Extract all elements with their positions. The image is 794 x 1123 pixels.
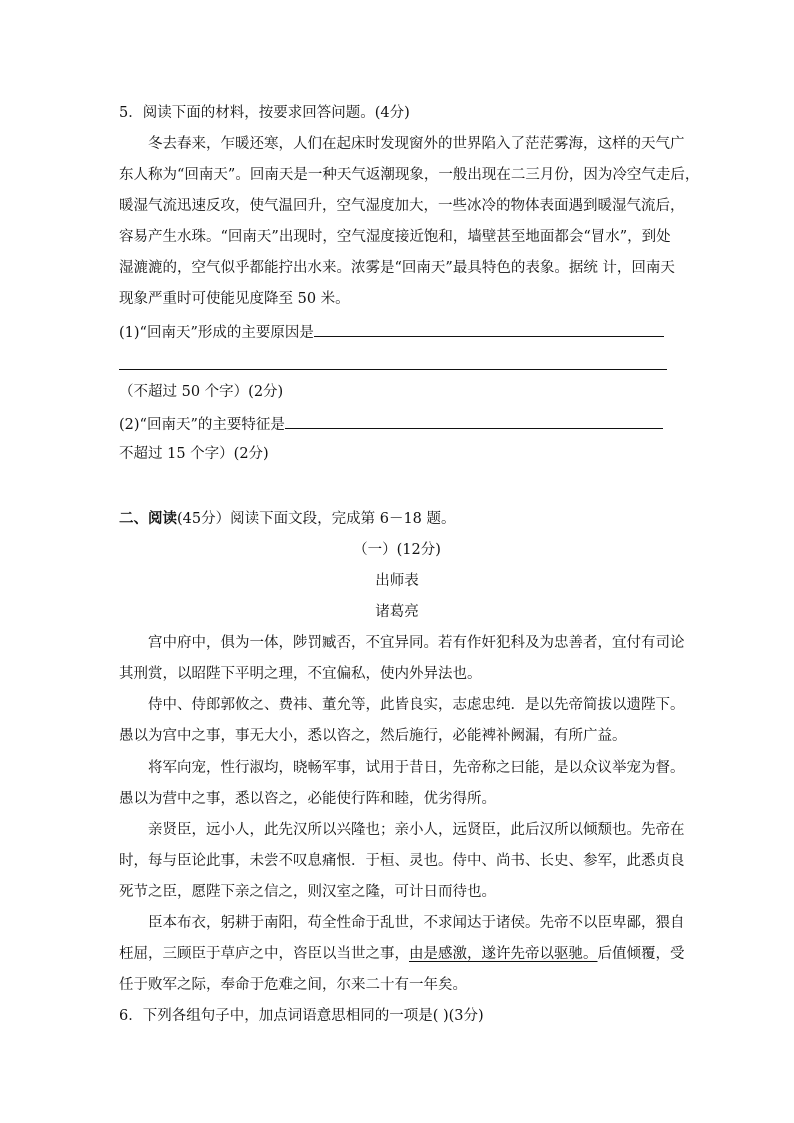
- sub-question-2-label: (2)“回南天”的主要特征是: [119, 417, 285, 433]
- text-title: 出师表: [375, 573, 419, 589]
- passage-line: 容易产生水珠。“回南天”出现时，空气湿度接近饱和，墙壁甚至地面都会“冒水”，到处: [119, 229, 671, 245]
- paragraph-line: 死节之臣，愿陛下亲之信之，则汉室之隆，可计日而待也。: [119, 884, 496, 900]
- text-author: 诸葛亮: [375, 604, 419, 620]
- sub-question-2: [119, 414, 663, 434]
- paragraph-line: 亲贤臣，远小人，此先汉所以兴隆也；亲小人，远贤臣，此后汉所以倾颓也。先帝在: [148, 822, 685, 838]
- paragraph-line: 时，每与臣论此事，未尝不叹息痛恨．于桓、灵也。侍中、尚书、长史、参军，此悉贞良: [119, 853, 685, 869]
- paragraph-line: 侍中、侍郎郭攸之、费祎、董允等，此皆良实，志虑忠纯．是以先帝简拔以遗陛下。: [148, 697, 685, 713]
- passage-line: 湿漉漉的，空气似乎都能拧出水来。浓雾是“回南天”最具特色的表象。据统 计，回南天: [119, 260, 675, 276]
- paragraph-line: 将军向宠，性行淑均，晓畅军事，试用于昔日，先帝称之曰能，是以众议举宠为督。: [148, 760, 685, 776]
- paragraph-line: 臣本布衣，躬耕于南阳，苟全性命于乱世，不求闻达于诸侯。先帝不以臣卑鄙，猥自: [148, 915, 685, 931]
- answer-blank-2[interactable]: [285, 414, 663, 429]
- sub-question-1-label: (1)“回南天”形成的主要原因是: [119, 325, 314, 341]
- passage-line: 暖湿气流迅速反攻，使气温回升，空气湿度加大，一些冰冷的物体表面遇到暖湿气流后，: [119, 198, 685, 214]
- sub-question-1-note: （不超过 50 个字）(2分): [119, 384, 284, 400]
- answer-rule[interactable]: [119, 369, 667, 370]
- question-5-title: 5．阅读下面的材料，按要求回答问题。(4分): [119, 105, 410, 121]
- section-heading-bold: 二、阅读: [119, 510, 177, 527]
- sub-question-1: [119, 322, 664, 342]
- paragraph-line: 宫中府中，俱为一体，陟罚臧否，不宜异同。若有作奸犯科及为忠善者，宜付有司论: [148, 635, 685, 651]
- sub-question-2-note: 不超过 15 个字）(2分): [119, 446, 269, 462]
- question-6: 6．下列各组句子中，加点词语意思相同的一项是( )(3分): [119, 1008, 484, 1024]
- paragraph-text: 后值倾覆，受: [597, 946, 685, 962]
- paragraph-text: 枉屈，三顾臣于草庐之中，咨臣以当世之事，: [119, 946, 409, 962]
- section-heading-rest: (45分）阅读下面文段，完成第 6－18 题。: [177, 511, 456, 527]
- passage-line: 东人称为“回南天”。回南天是一种天气返潮现象，一般出现在二三月份，因为冷空气走后，: [119, 167, 700, 183]
- paragraph-line: [119, 945, 685, 963]
- answer-blank-1[interactable]: [314, 322, 664, 337]
- part-label: （一）(12分): [353, 542, 441, 558]
- paragraph-line: 愚以为营中之事，悉以咨之，必能使行阵和睦，优劣得所。: [119, 791, 496, 807]
- paragraph-line: 任于败军之际，奉命于危难之间，尔来二十有一年矣。: [119, 977, 467, 993]
- underlined-sentence: 由是感激，遂许先帝以驱驰。: [409, 946, 598, 962]
- passage-line: 冬去春来，乍暖还寒，人们在起床时发现窗外的世界陷入了茫茫雾海，这样的天气广: [148, 136, 685, 152]
- paragraph-line: 愚以为宫中之事，事无大小，悉以咨之，然后施行，必能裨补阙漏，有所广益。: [119, 728, 627, 744]
- section-heading: [119, 510, 456, 528]
- passage-line: 现象严重时可使能见度降至 50 米。: [119, 291, 350, 307]
- paragraph-line: 其刑赏，以昭陛下平明之理，不宜偏私，使内外异法也。: [119, 666, 482, 682]
